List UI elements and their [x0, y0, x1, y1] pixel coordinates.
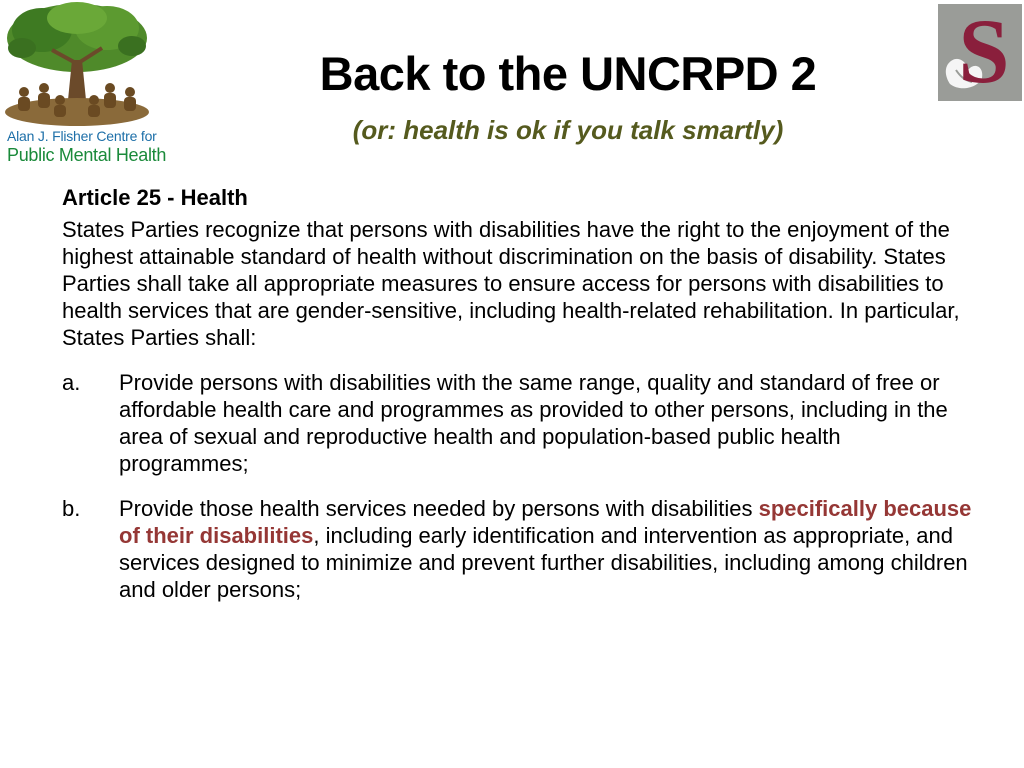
tree-icon [2, 0, 152, 128]
seal-icon [938, 4, 1022, 101]
list-item-text: Provide persons with disabilities with the same range, quality and standard of free or affordable health care and programmes as provided to other persons, including in the area of sexual and reproductive health and population-based public health programmes; [119, 370, 948, 476]
list-item-b [62, 495, 972, 603]
highlighted-phrase: specifically because of their disabilities [119, 496, 972, 548]
slide-title: Back to the UNCRPD 2 [319, 47, 817, 100]
list-item-text-after: , including early identification and intervention as appropriate, and services designed to minimize and prevent further disabilities, including among children and older persons; [119, 523, 968, 602]
logo-text-line-1: Alan J. Flisher Centre for [7, 128, 157, 144]
slide-body [62, 184, 972, 603]
article-heading: Article 25 - Health [62, 185, 248, 210]
list-marker: b. [62, 496, 81, 521]
list-item-text [119, 496, 971, 602]
list-item-text-before: Provide those health services needed by persons with disabilities [119, 496, 759, 521]
logo-text-line-2: Public Mental Health [7, 145, 167, 165]
university-logo [938, 4, 1022, 101]
list-marker: a. [62, 370, 81, 395]
svg-text:S: S [958, 4, 1010, 101]
article-intro: States Parties recognize that persons with disabilities have the right to the enjoyment of the highest attainable standard of health without discrimination on the basis of disability. States Parties shall take all appropriate measures to ensure access for persons with disabilities to health services that are gender-sensitive, including health-related rehabilitation. In particular, States Parties shall: [62, 217, 960, 350]
centre-logo [2, 0, 198, 172]
slide-subtitle: (or: health is ok if you talk smartly) [352, 115, 784, 145]
list-item-a [62, 369, 972, 477]
